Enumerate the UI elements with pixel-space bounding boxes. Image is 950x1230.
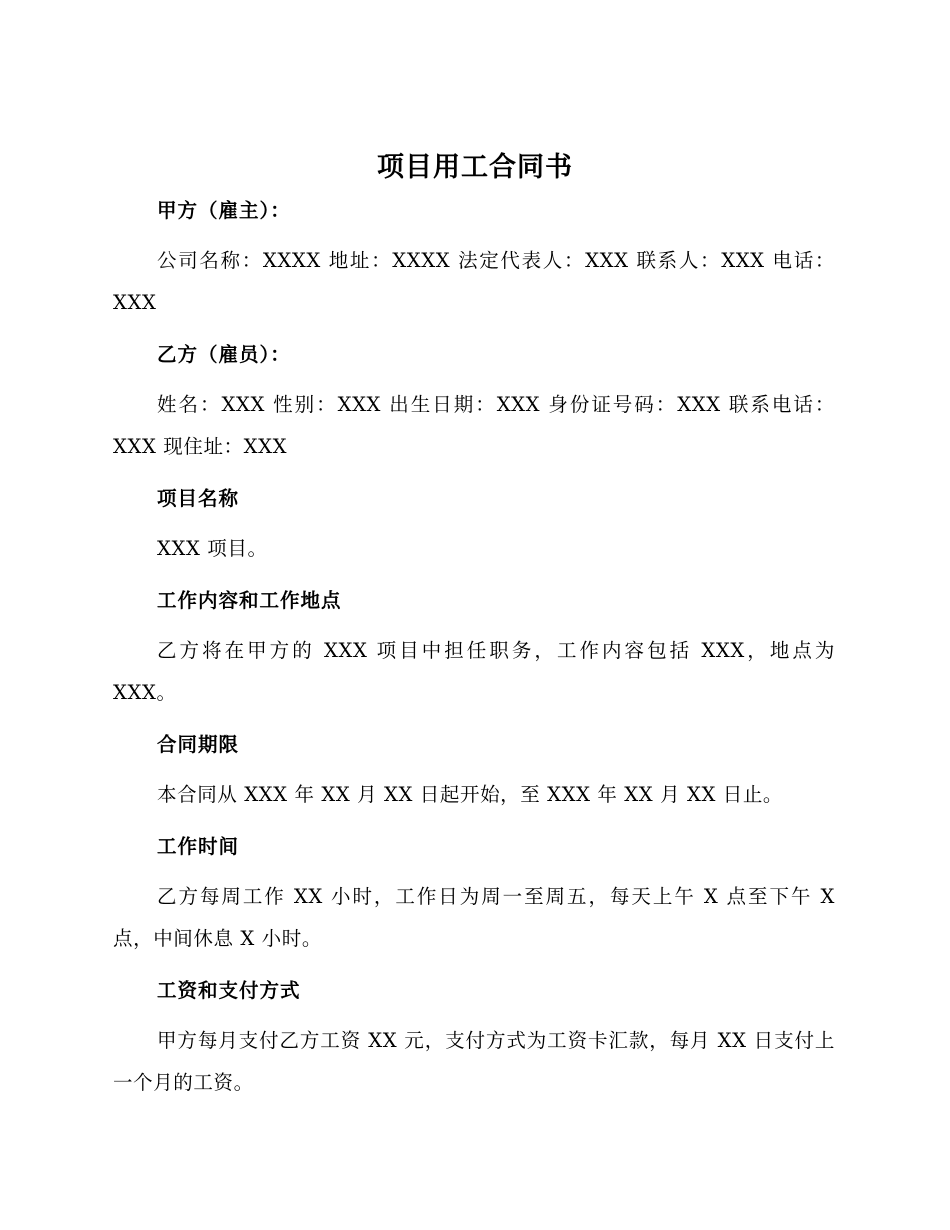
- section-party-a: [113, 190, 835, 324]
- section-body: 本合同从 XXX 年 XX 月 XX 日起开始，至 XXX 年 XX 月 XX 日止。: [157, 783, 784, 806]
- section-heading: 合同期限: [157, 733, 240, 756]
- section-heading: 项目名称: [157, 487, 240, 510]
- section-body: 乙方每周工作 XX 小时，工作日为周一至周五，每天上午 X 点至下午 X 点，中间休息 X 小时。: [113, 885, 835, 950]
- section-heading: 甲方（雇主）：: [157, 199, 291, 222]
- section-body: 乙方将在甲方的 XXX 项目中担任职务，工作内容包括 XXX，地点为 XXX。: [113, 639, 835, 704]
- section-work-hours: [113, 826, 835, 960]
- section-heading: 工资和支付方式: [157, 979, 301, 1002]
- section-party-b: [113, 334, 835, 468]
- section-heading: 工作时间: [157, 835, 240, 858]
- document-body: [113, 190, 835, 1114]
- section-heading: 乙方（雇员）：: [157, 343, 291, 366]
- section-body: 甲方每月支付乙方工资 XX 元，支付方式为工资卡汇款，每月 XX 日支付上一个月的工资。: [113, 1029, 835, 1094]
- document-title: 项目用工合同书: [377, 152, 573, 183]
- section-body: 姓名：XXX 性别：XXX 出生日期：XXX 身份证号码：XXX 联系电话：XXX 现住址：XXX: [113, 393, 835, 458]
- section-body: 公司名称：XXXX 地址：XXXX 法定代表人：XXX 联系人：XXX 电话：XXX: [113, 249, 835, 314]
- section-salary: [113, 970, 835, 1104]
- section-body: XXX 项目。: [157, 537, 268, 560]
- section-project-name: [113, 478, 835, 570]
- section-work-content: [113, 580, 835, 714]
- section-heading: 工作内容和工作地点: [157, 589, 342, 612]
- section-contract-term: [113, 724, 835, 816]
